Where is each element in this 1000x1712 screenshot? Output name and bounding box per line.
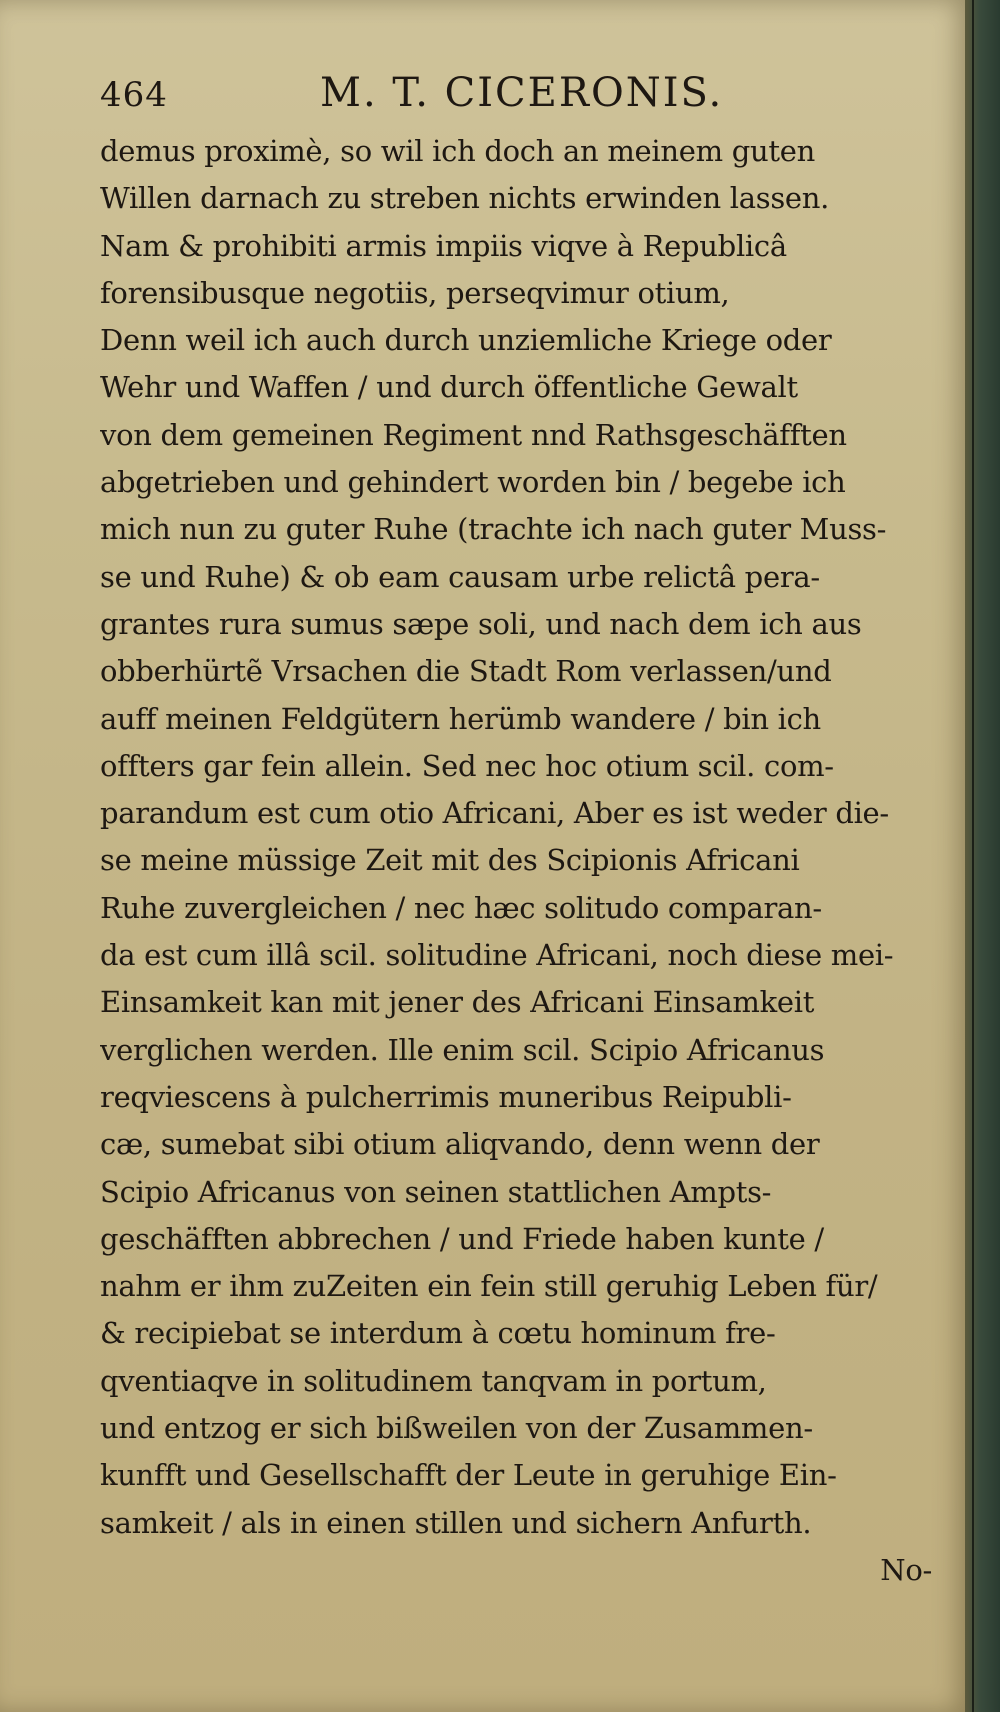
text-line: Einsamkeit kan mit jener des Africani Einsamkeit <box>100 985 815 1020</box>
text-block <box>100 70 932 1594</box>
text-line: da est cum illâ scil. solitudine Africani, noch diese mei- <box>100 938 894 973</box>
text-line: demus proximè, so wil ich doch an meinem guten <box>100 134 815 168</box>
text-line: cæ, sumebat sibi otium aliqvando, denn wenn der <box>100 1127 820 1162</box>
text-line: abgetrieben und gehindert worden bin / begebe ich <box>100 465 846 500</box>
text-line: kunfft und Gesellschafft der Leute in geruhige Ein- <box>100 1458 837 1493</box>
text-line: se meine müssige Zeit mit des Scipionis Africani <box>100 843 800 878</box>
text-line: Denn weil ich auch durch unziemliche Kriege oder <box>100 323 832 358</box>
page-number: 464 <box>100 75 168 115</box>
text-line: qventiaqve in solitudinem tanqvam in portum, <box>100 1363 767 1398</box>
text-line: & recipiebat se interdum à cœtu hominum fre- <box>100 1316 776 1351</box>
text-line: von dem gemeinen Regiment nnd Rathsgeschäfften <box>100 417 847 452</box>
text-line: forensibusque negotiis, perseqvimur otium, <box>100 275 730 310</box>
text-line: Nam & prohibiti armis impiis viqve à Republicâ <box>100 228 787 263</box>
text-line: verglichen werden. Ille enim scil. Scipio Africanus <box>100 1032 825 1067</box>
text-line: auff meinen Feldgütern herümb wandere / bin ich <box>100 701 821 736</box>
text-lines <box>100 128 932 1594</box>
text-line: Willen darnach zu streben nichts erwinden lassen. <box>100 181 830 216</box>
text-line: geschäfften abbrechen / und Friede haben kunte / <box>100 1221 824 1256</box>
text-line: Wehr und Waffen / und durch öffentliche Gewalt <box>100 370 798 405</box>
text-line: nahm er ihm zuZeiten ein fein still geruhig Leben für/ <box>100 1269 878 1304</box>
text-line: mich nun zu guter Ruhe (trachte ich nach guter Muss- <box>100 512 887 547</box>
binding-line <box>972 0 974 1712</box>
text-line: Ruhe zuvergleichen / nec hæc solitudo comparan- <box>100 890 822 925</box>
text-line: obberhürtẽ Vrsachen die Stadt Rom verlassen/und <box>100 654 832 689</box>
text-line: und entzog er sich bißweilen von der Zusammen- <box>100 1411 813 1446</box>
text-line: parandum est cum otio Africani, Aber es ist weder die- <box>100 796 889 831</box>
text-line: grantes rura sumus sæpe soli, und nach dem ich aus <box>100 606 862 641</box>
text-line: Scipio Africanus von seinen stattlichen Ampts- <box>100 1174 772 1209</box>
page-edge <box>965 0 1000 1712</box>
text-line: reqviescens à pulcherrimis muneribus Reipubli- <box>100 1079 792 1114</box>
running-head <box>100 70 932 128</box>
text-line: se und Ruhe) & ob eam causam urbe relictâ pera- <box>100 559 820 594</box>
catchword: No- <box>880 1552 932 1587</box>
text-line: samkeit / als in einen stillen und sichern Anfurth. <box>100 1505 812 1540</box>
text-line: offters gar fein allein. Sed nec hoc otium scil. com- <box>100 748 834 783</box>
running-title: M. T. CICERONIS. <box>320 70 724 116</box>
